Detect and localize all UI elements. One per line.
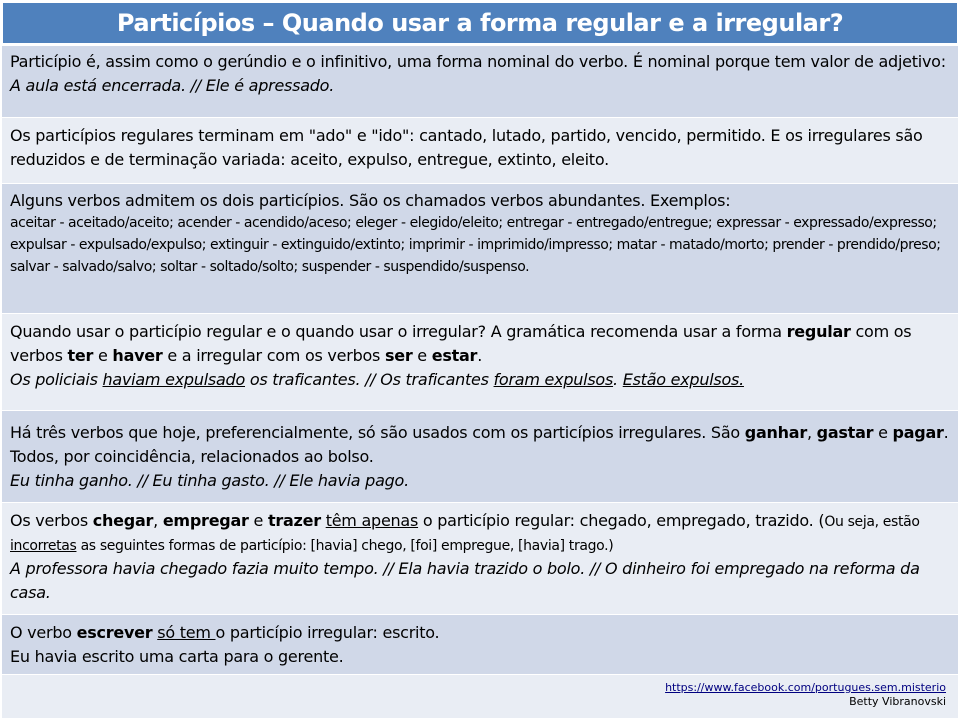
usage-text-3: e: [93, 346, 113, 365]
irregular-text-4: . Todos, por coincidência, relacionados ao bolso.: [10, 423, 949, 466]
regular-irregular-text: Os particípios regulares terminam em "ado" e "ido": cantado, lutado, partido, vencido, permitido. E os irregulares são reduzidos e de terminação variada: aceito, expulso, entregue, extinto, eleito.: [10, 126, 923, 169]
word-ter: ter: [67, 346, 94, 365]
abundant-intro: Alguns verbos admitem os dois particípios. São os chamados verbos abundantes. Exemplos:: [10, 191, 731, 210]
row-abundant-verbs: [2, 183, 958, 313]
regular-only-text: [10, 509, 950, 557]
usage-text-6: .: [477, 346, 483, 365]
usage-example-1: Os policiais: [10, 370, 103, 389]
usage-text-1: Quando usar o particípio regular e o quando usar o irregular? A gramática recomenda usar a forma: [10, 322, 787, 341]
row-definition: [2, 45, 958, 117]
usage-example: [10, 368, 950, 392]
usage-example-1-underlined: haviam expulsado: [102, 370, 245, 389]
word-pagar: pagar: [892, 423, 944, 442]
footer: [665, 681, 946, 709]
word-empregar: empregar: [162, 511, 249, 530]
escrever-text-1: O verbo: [10, 623, 77, 642]
word-ser: ser: [384, 346, 413, 365]
irregular-only-text: [10, 421, 950, 469]
regular-aside-2: as seguintes formas de particípio: [havia] chego, [foi] empregue, [havia] trago.): [76, 538, 614, 554]
word-incorretas: incorretas: [10, 538, 77, 554]
usage-example-2-underlined: foram expulsos: [493, 370, 614, 389]
regular-text-5: o particípio regular: chegado, empregado, trazido. (: [418, 511, 825, 530]
phrase-tem-apenas: têm apenas: [325, 511, 419, 530]
usage-example-3: .: [613, 370, 623, 389]
irregular-text-2: ,: [806, 423, 817, 442]
abundant-list: aceitar - aceitado/aceito; acender - acendido/aceso; eleger - elegido/eleito; entregar - entregado/entregue; expressar - expressado/expresso; expulsar - expulsado/expulso; extinguir - extinguido/extinto; imprimir - imprimido/impresso; matar - matado/morto; prender - prendido/preso; salvar - salvado/salvo; soltar - soltado/solto; suspender - suspendido/suspenso.: [10, 215, 941, 275]
irregular-example: Eu tinha ganho. // Eu tinha gasto. // Ele havia pago.: [10, 471, 409, 490]
row-escrever: [2, 614, 958, 674]
definition-example: A aula está encerrada. // Ele é apressado.: [10, 76, 335, 95]
facebook-link[interactable]: https://www.facebook.com/portugues.sem.misterio: [665, 681, 946, 694]
phrase-so-tem: só tem: [157, 623, 216, 642]
word-trazer: trazer: [267, 511, 321, 530]
word-regular: regular: [786, 322, 851, 341]
word-chegar: chegar: [92, 511, 154, 530]
author-name: Betty Vibranovski: [849, 695, 946, 708]
irregular-text-3: e: [873, 423, 893, 442]
regular-example: A professora havia chegado fazia muito tempo. // Ela havia trazido o bolo. // O dinheiro foi empregado na reforma da casa.: [10, 559, 920, 602]
usage-text-2: com os verbos: [10, 322, 912, 365]
word-escrever: escrever: [76, 623, 153, 642]
regular-aside-1: Ou seja, estão: [824, 514, 920, 530]
word-gastar: gastar: [816, 423, 874, 442]
usage-example-2: os traficantes. // Os traficantes: [245, 370, 494, 389]
title-bar: [2, 2, 958, 44]
regular-text-2: ,: [153, 511, 163, 530]
irregular-text-1: Há três verbos que hoje, preferencialmente, só são usados com os particípios irregulares. São: [10, 423, 745, 442]
row-irregular-only: [2, 410, 958, 502]
slide-title: Particípios – Quando usar a forma regular e a irregular?: [116, 9, 844, 37]
row-usage-rule: [2, 313, 958, 410]
escrever-text-3: o particípio irregular: escrito.: [215, 623, 440, 642]
word-estar: estar: [431, 346, 478, 365]
word-ganhar: ganhar: [744, 423, 807, 442]
usage-text-4: e a irregular com os verbos: [162, 346, 385, 365]
usage-rule-text: [10, 320, 950, 368]
word-haver: haver: [112, 346, 163, 365]
regular-text-3: e: [248, 511, 268, 530]
usage-text-5: e: [412, 346, 432, 365]
regular-text-1: Os verbos: [10, 511, 93, 530]
row-regular-only: [2, 502, 958, 614]
definition-text: Particípio é, assim como o gerúndio e o infinitivo, uma forma nominal do verbo. É nominal porque tem valor de adjetivo:: [10, 52, 946, 71]
escrever-text: [10, 621, 950, 645]
usage-example-3-underlined: Estão expulsos.: [622, 370, 744, 389]
escrever-example: Eu havia escrito uma carta para o gerente.: [10, 647, 344, 666]
row-regular-irregular: [2, 117, 958, 183]
